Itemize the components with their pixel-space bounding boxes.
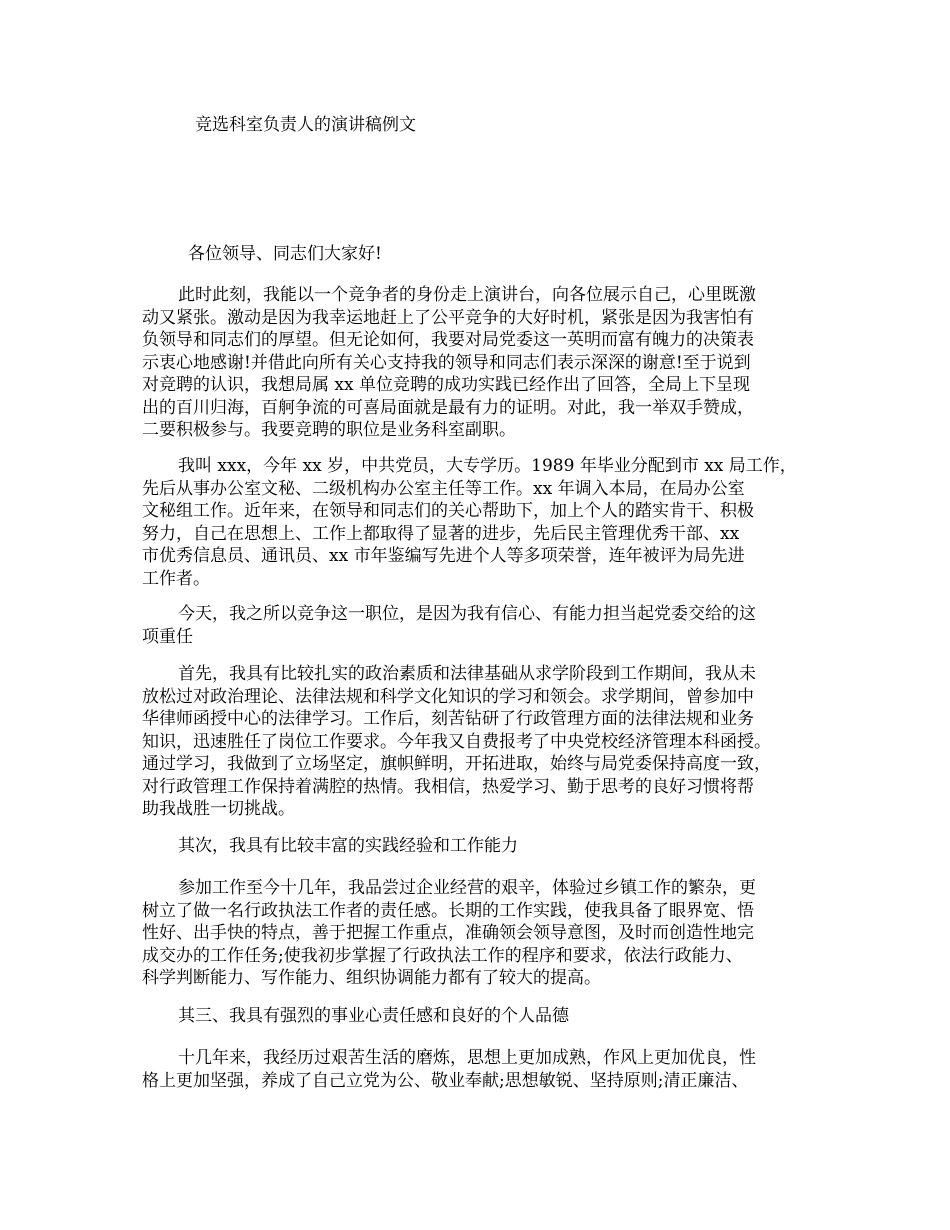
paragraph-introduction (142, 455, 797, 590)
paragraph-line: 对行政管理工作保持着满腔的热情。我相信，热爱学习、勤于思考的良好习惯将帮 (142, 776, 754, 797)
paragraph-line: 华律师函授中心的法律学习。工作后，刻苦钻研了行政管理方面的法律法规和业务 (142, 709, 754, 729)
paragraph-line: 对竞聘的认识，我想局属 xx 单位竞聘的成功实践已经作出了回答，全局上下呈现 (142, 375, 750, 395)
salutation: 各位领导、同志们大家好! (188, 244, 382, 264)
paragraph-line: 十几年来，我经历过艰苦生活的磨炼，思想上更加成熟，作风上更加优良，性 (178, 1048, 756, 1068)
paragraph-second-point (142, 877, 756, 990)
paragraph-line: 文秘组工作。近年来，在领导和同志们的关心帮助下，加上个人的踏实肯干、积极 (142, 501, 754, 521)
paragraph-line: 其三、我具有强烈的事业心责任感和良好的个人品德 (178, 1006, 569, 1026)
paragraph-line: 首先，我具有比较扎实的政治素质和法律基础从求学阶段到工作期间，我从未 (178, 664, 756, 684)
paragraph-line: 二要积极参与。我要竞聘的职位是业务科室副职。 (142, 420, 516, 440)
paragraph-line: 动又紧张。激动是因为我幸运地赶上了公平竞争的大好时机，紧张是因为我害怕有 (142, 307, 754, 328)
paragraph-line: 今天，我之所以竞争这一职位，是因为我有信心、有能力担当起党委交给的这 (178, 604, 756, 624)
document-title: 竞选科室负责人的演讲稿例文 (195, 115, 416, 135)
paragraph-line: 先后从事办公室文秘、二级机构办公室主任等工作。xx 年调入本局，在局办公室 (142, 478, 745, 499)
paragraph-line: 其次，我具有比较丰富的实践经验和工作能力 (178, 836, 518, 856)
paragraph-line: 性好、出手快的特点，善于把握工作重点，准确领会领导意图，及时而创造性地完 (142, 923, 754, 943)
paragraph-line: 出的百川归海，百舸争流的可喜局面就是最有力的证明。对此，我一举双手赞成， (142, 397, 754, 418)
paragraph-line: 我叫 xxx，今年 xx 岁，中共党员，大专学历。1989 年毕业分配到市 xx 局工作， (178, 456, 797, 476)
paragraph-second-heading (142, 835, 518, 858)
paragraph-line: 树立了做一名行政执法工作者的责任感。长期的工作实践，使我具备了眼界宽、悟 (142, 900, 754, 921)
paragraph-line: 放松过对政治理论、法律法规和科学文化知识的学习和领会。求学期间，曾参加中 (142, 686, 754, 707)
paragraph-line: 努力，自己在思想上、工作上都取得了显著的进步，先后民主管理优秀干部、xx (142, 523, 740, 544)
paragraph-third-heading (142, 1005, 569, 1028)
paragraph-line: 通过学习，我做到了立场坚定，旗帜鲜明，开拓进取，始终与局党委保持高度一致， (142, 754, 771, 774)
paragraph-line: 参加工作至今十几年，我品尝过企业经营的艰辛，体验过乡镇工作的繁杂，更 (178, 878, 756, 898)
paragraph-line: 格上更加坚强，养成了自己立党为公、敬业奉献;思想敏锐、坚持原则;清正廉洁、 (142, 1070, 749, 1091)
paragraph-line: 此时此刻，我能以一个竞争者的身份走上演讲台，向各位展示自己，心里既激 (178, 285, 756, 305)
paragraph-line: 市优秀信息员、通讯员、xx 市年鉴编写先进个人等多项荣誉，连年被评为局先进 (142, 546, 745, 566)
paragraph-reason (142, 603, 756, 648)
paragraph-line: 示衷心地感谢!并借此向所有关心支持我的领导和同志们表示深深的谢意!至于说到 (142, 352, 751, 373)
paragraph-line: 工作者。 (142, 568, 210, 589)
paragraph-line: 科学判断能力、写作能力、组织协调能力都有了较大的提高。 (142, 968, 601, 988)
paragraph-line: 负领导和同志们的厚望。但无论如何，我要对局党委这一英明而富有魄力的决策表 (142, 330, 754, 350)
paragraph-line: 知识，迅速胜任了岗位工作要求。今年我又自费报考了中央党校经济管理本科函授。 (142, 731, 771, 752)
paragraph-line: 项重任 (142, 626, 193, 647)
paragraph-line: 成交办的工作任务;使我初步掌握了行政执法工作的程序和要求，依法行政能力、 (142, 945, 743, 966)
paragraph-third-point (142, 1047, 756, 1092)
paragraph-opening (142, 284, 756, 442)
paragraph-first-point (142, 663, 771, 821)
paragraph-line: 助我战胜一切挑战。 (142, 799, 295, 819)
